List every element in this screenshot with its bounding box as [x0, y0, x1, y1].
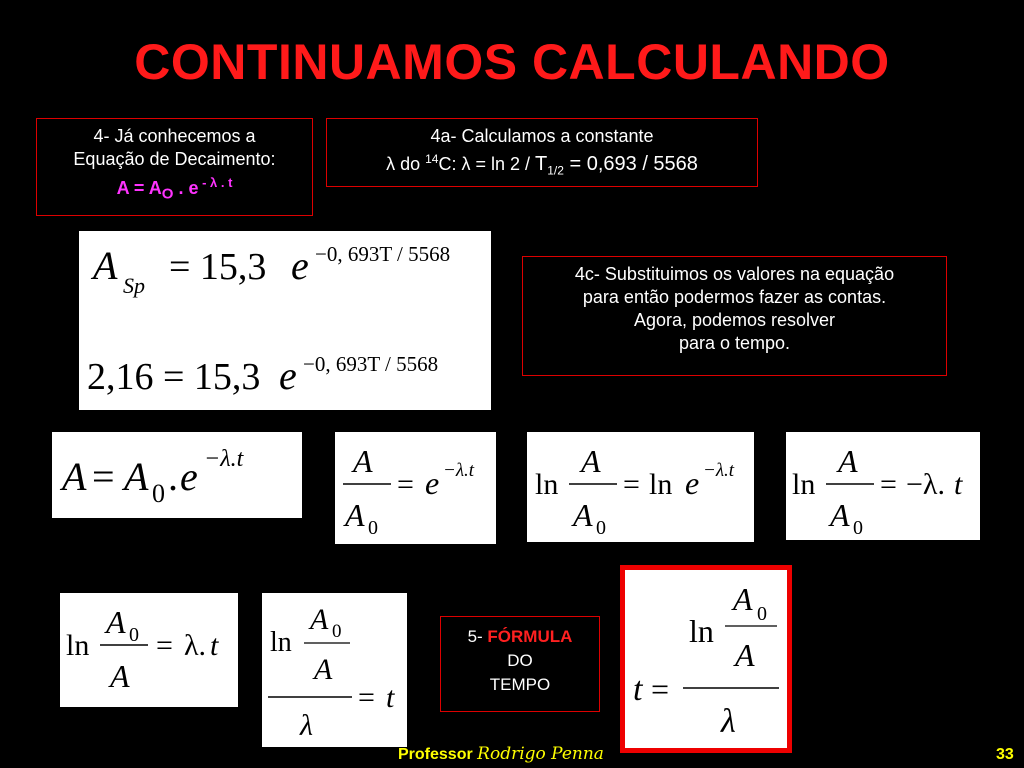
half-life-sub: 1/2 [547, 163, 564, 178]
formula-decay-equation [52, 432, 302, 518]
note1-line1: 4- Já conhecemos a [93, 126, 256, 146]
eq2-lhs: 2,16 = 15,3 [87, 356, 261, 398]
footer-credit [398, 744, 604, 764]
svg-text:t: t [633, 671, 643, 708]
svg-text:e: e [685, 465, 700, 501]
eq1-rhs: = 15,3 [169, 246, 267, 288]
svg-text:t: t [210, 629, 219, 662]
svg-text:λ: λ [721, 703, 736, 740]
svg-text:0: 0 [757, 603, 767, 625]
svg-text:ln: ln [689, 613, 714, 649]
note3-line1: 4c- Substituimos os valores na equação [574, 264, 895, 284]
svg-text:0: 0 [596, 517, 606, 539]
svg-text:A: A [314, 653, 333, 686]
note2-line2 [327, 148, 757, 183]
carbon-mass-number: 14 [425, 152, 439, 166]
note5-prefix: 5- [467, 627, 488, 646]
formula-ln-simplified [786, 432, 980, 540]
formula-time-fraction [262, 593, 407, 747]
note5-line3: TEMPO [489, 675, 551, 694]
svg-text:−λ.t: −λ.t [443, 460, 475, 481]
svg-text:−λ.: −λ. [906, 468, 945, 501]
svg-text:ln: ln [792, 468, 816, 501]
svg-text:A: A [830, 497, 850, 533]
formula-a: A = A [116, 178, 162, 198]
svg-text:e: e [425, 465, 440, 501]
svg-text:0: 0 [368, 517, 378, 539]
eq2-exp: −0, 693T / 5568 [303, 352, 439, 376]
eq1-exp: −0, 693T / 5568 [315, 242, 451, 266]
svg-text:λ: λ [300, 709, 313, 742]
lambda-symbol-2: λ [461, 154, 471, 174]
eq1-sub: Sp [123, 273, 145, 298]
svg-text:.: . [168, 454, 178, 499]
svg-text:t: t [954, 468, 963, 501]
eq1-e: e [291, 243, 309, 288]
svg-text:A: A [106, 604, 126, 640]
svg-text:A: A [735, 637, 755, 673]
decay-formula [37, 171, 312, 206]
svg-text:0: 0 [129, 624, 139, 646]
svg-text:=: = [92, 454, 115, 499]
svg-text:t: t [386, 681, 395, 714]
svg-text:0: 0 [152, 479, 165, 508]
formula-ratio [335, 432, 496, 544]
page-title: CONTINUAMOS CALCULANDO [134, 34, 890, 90]
note2-line1: 4a- Calculamos a constante [430, 126, 654, 146]
formula-time-final [620, 565, 792, 753]
note5-line1 [441, 625, 599, 649]
page-number: 33 [996, 746, 1014, 763]
svg-text:=: = [651, 671, 670, 707]
svg-text:A: A [581, 443, 601, 479]
formula-exp: - λ . t [198, 175, 233, 190]
note-time-formula [440, 616, 600, 712]
svg-text:=: = [880, 468, 897, 501]
svg-text:ln: ln [535, 468, 559, 501]
half-life-t: T [535, 153, 548, 175]
formula-ln-both-sides [527, 432, 754, 542]
substituted-equations-image [79, 231, 491, 410]
note-constant [326, 118, 758, 187]
svg-text:A: A [62, 454, 87, 499]
formula-sub: O [161, 185, 174, 203]
svg-text:−λ.t: −λ.t [703, 460, 735, 481]
svg-text:A: A [345, 497, 365, 533]
svg-text:=: = [156, 629, 173, 662]
note2-do: do [395, 154, 426, 174]
svg-text:A: A [733, 581, 753, 617]
svg-text:A: A [353, 443, 373, 479]
svg-text:ln: ln [649, 468, 673, 501]
footer-signature: Rodrigo Penna [477, 744, 604, 764]
svg-text:=: = [623, 468, 640, 501]
note1-line2: Equação de Decaimento: [73, 149, 276, 169]
carbon-symbol: C: [438, 154, 462, 174]
note3-line3: Agora, podemos resolver [633, 310, 836, 330]
svg-text:=: = [397, 468, 414, 501]
note-decay-equation [36, 118, 313, 216]
svg-text:0: 0 [332, 621, 342, 642]
svg-text:A: A [310, 603, 329, 636]
svg-text:0: 0 [853, 517, 863, 539]
svg-text:A: A [124, 454, 149, 499]
note2-eq: = ln 2 / [470, 154, 536, 174]
note5-word1: FÓRMULA [487, 627, 573, 646]
note3-line2: para então podermos fazer as contas. [582, 287, 887, 307]
svg-text:λ.: λ. [184, 629, 207, 662]
eq2-e: e [279, 353, 297, 398]
svg-text:e: e [180, 454, 198, 499]
note-substitution [522, 256, 947, 376]
formula-ln-inverted [60, 593, 238, 707]
note5-line2: DO [507, 651, 533, 670]
svg-text:A: A [838, 443, 858, 479]
svg-text:ln: ln [66, 629, 90, 662]
note3-line4: para o tempo. [678, 333, 791, 353]
svg-text:A: A [110, 658, 130, 694]
lambda-symbol: λ [386, 154, 396, 174]
footer-label: Professor [398, 746, 473, 763]
formula-e: . e [173, 178, 199, 198]
svg-text:ln: ln [270, 627, 292, 658]
svg-text:−λ.t: −λ.t [204, 446, 244, 472]
svg-text:=: = [358, 681, 375, 714]
constant-value: = 0,693 / 5568 [563, 153, 698, 175]
svg-text:A: A [573, 497, 593, 533]
eq1-lhs: A [93, 243, 118, 288]
